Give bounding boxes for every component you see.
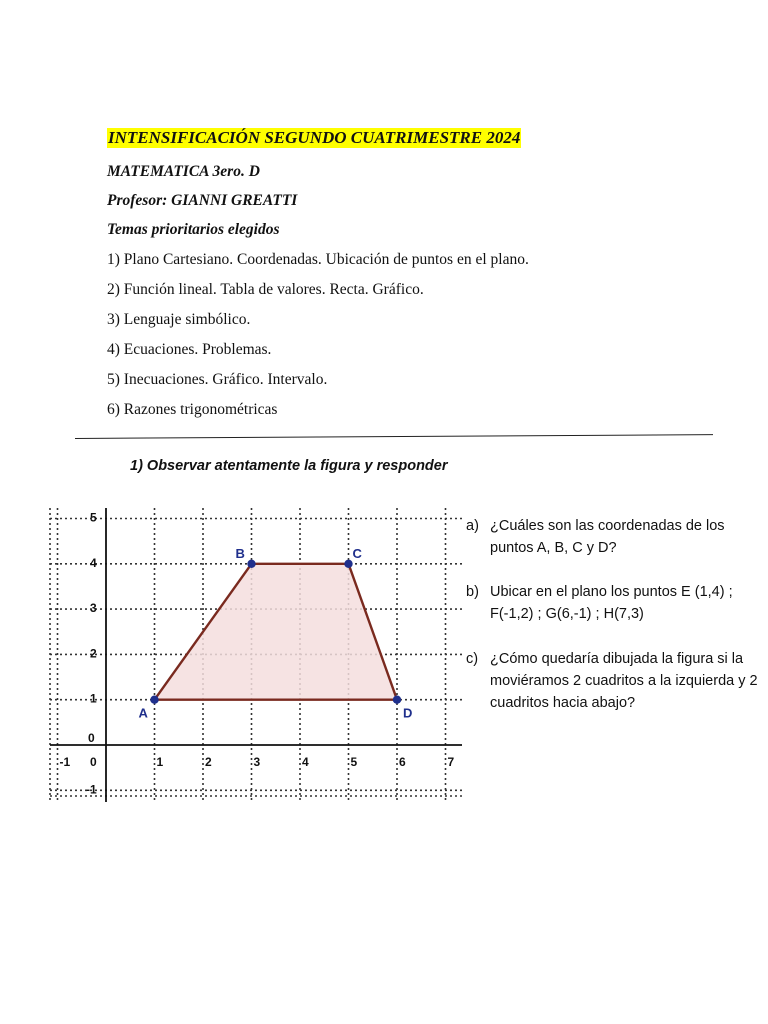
question-c-text: ¿Cómo quedaría dibujada la figura si la moviéramos 2 cuadritos a la izquierda y 2 cuadritos hacia abajo? xyxy=(490,651,758,711)
section-divider xyxy=(75,434,713,439)
question-c-letter: c) xyxy=(466,651,479,667)
topic-item-5: 5) Inecuaciones. Gráfico. Intervalo. xyxy=(107,371,328,388)
y-tick-label: -1 xyxy=(86,782,97,797)
question-a-text: ¿Cuáles son las coordenadas de los puntos A, B, C y D? xyxy=(490,518,725,556)
vertex-b xyxy=(247,560,255,568)
x-tick-label: 7 xyxy=(447,755,455,769)
x-tick-label: 4 xyxy=(302,755,309,769)
vertex-c xyxy=(344,560,352,568)
trapezoid-shape xyxy=(155,564,398,700)
subject-line: MATEMATICA 3ero. D xyxy=(107,163,260,180)
x-tick-label: 0 xyxy=(90,755,97,769)
y-tick-label: 2 xyxy=(90,646,97,661)
question-b-text: Ubicar en el plano los puntos E (1,4) ; F(-1,2) ; G(6,-1) ; H(7,3) xyxy=(490,584,733,622)
vertex-label-c: C xyxy=(352,545,362,561)
x-tick-label: 3 xyxy=(253,755,261,769)
x-tick-label: -1 xyxy=(59,755,71,769)
exercise-title: 1) Observar atentamente la figura y responder xyxy=(130,458,448,474)
vertex-label-d: D xyxy=(403,705,413,721)
trapezoid-figure xyxy=(155,564,398,700)
topic-item-4: 4) Ecuaciones. Problemas. xyxy=(107,341,272,358)
teacher-line: Profesor: GIANNI GREATTI xyxy=(107,192,298,209)
x-tick-label: 6 xyxy=(399,755,406,769)
vertex-label-a: A xyxy=(138,705,148,721)
topic-item-3: 3) Lenguaje simbólico. xyxy=(107,311,251,328)
vertex-a xyxy=(150,696,158,704)
cartesian-plane-chart xyxy=(44,500,466,810)
y-tick-label: 3 xyxy=(90,601,97,616)
x-tick-label: 2 xyxy=(205,755,212,769)
x-tick-label: 5 xyxy=(350,755,358,769)
y-tick-label: 0 xyxy=(88,731,95,745)
y-tick-label: 1 xyxy=(90,691,97,706)
topics-heading: Temas prioritarios elegidos xyxy=(107,221,280,238)
y-tick-label: 4 xyxy=(90,555,97,570)
x-tick-label: 1 xyxy=(156,755,164,769)
vertex-d xyxy=(393,696,401,704)
vertex-label-b: B xyxy=(235,545,245,561)
topic-item-1: 1) Plano Cartesiano. Coordenadas. Ubicación de puntos en el plano. xyxy=(107,251,529,268)
topic-item-6: 6) Razones trigonométricas xyxy=(107,401,278,418)
question-a-letter: a) xyxy=(466,518,479,534)
page-title: INTENSIFICACIÓN SEGUNDO CUATRIMESTRE 2024 xyxy=(108,128,521,147)
question-b-letter: b) xyxy=(466,584,479,600)
topic-item-2: 2) Función lineal. Tabla de valores. Recta. Gráfico. xyxy=(107,281,424,298)
y-tick-label: 5 xyxy=(90,510,97,525)
